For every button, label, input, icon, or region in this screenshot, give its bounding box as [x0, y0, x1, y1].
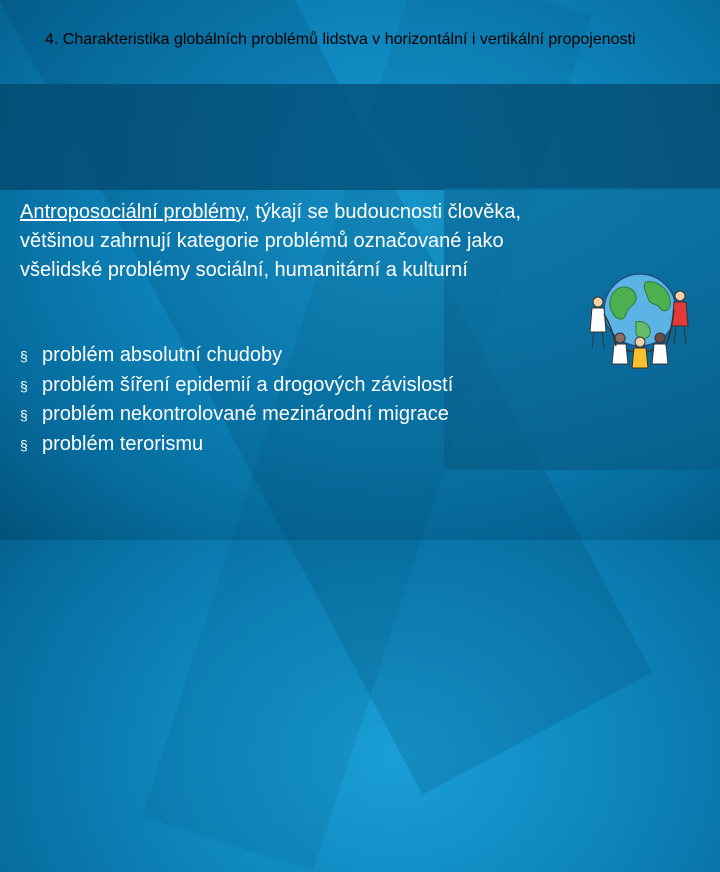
bullet-icon: § — [20, 407, 28, 424]
slide-title: 4. Charakteristika globálních problémů lidstva v horizontální i vertikální propojenosti — [45, 31, 636, 48]
list-item-text: problém šíření epidemií a drogových závislostí — [42, 373, 454, 396]
list-item — [20, 400, 580, 430]
list-item-text: problém nekontrolované mezinárodní migrace — [42, 403, 449, 426]
list-item — [20, 430, 580, 460]
bullet-icon: § — [20, 377, 28, 394]
list-item — [20, 341, 580, 371]
bullet-icon: § — [20, 348, 28, 364]
problem-list — [20, 341, 580, 460]
header-band — [0, 84, 720, 190]
list-item — [20, 371, 580, 401]
intro-term: Antroposociální problémy — [20, 201, 245, 223]
bullet-icon: § — [20, 437, 28, 454]
intro-text: , týkají se budoucnosti člověka, většinou zahrnují kategorie problémů označované jako všelidské problémy sociální, humanitární a kulturní — [20, 201, 522, 281]
list-item-text: problém terorismu — [42, 433, 204, 456]
people-around-globe-icon — [576, 262, 704, 374]
list-item-text: problém absolutní chudoby — [42, 344, 283, 366]
intro-paragraph — [20, 198, 560, 285]
